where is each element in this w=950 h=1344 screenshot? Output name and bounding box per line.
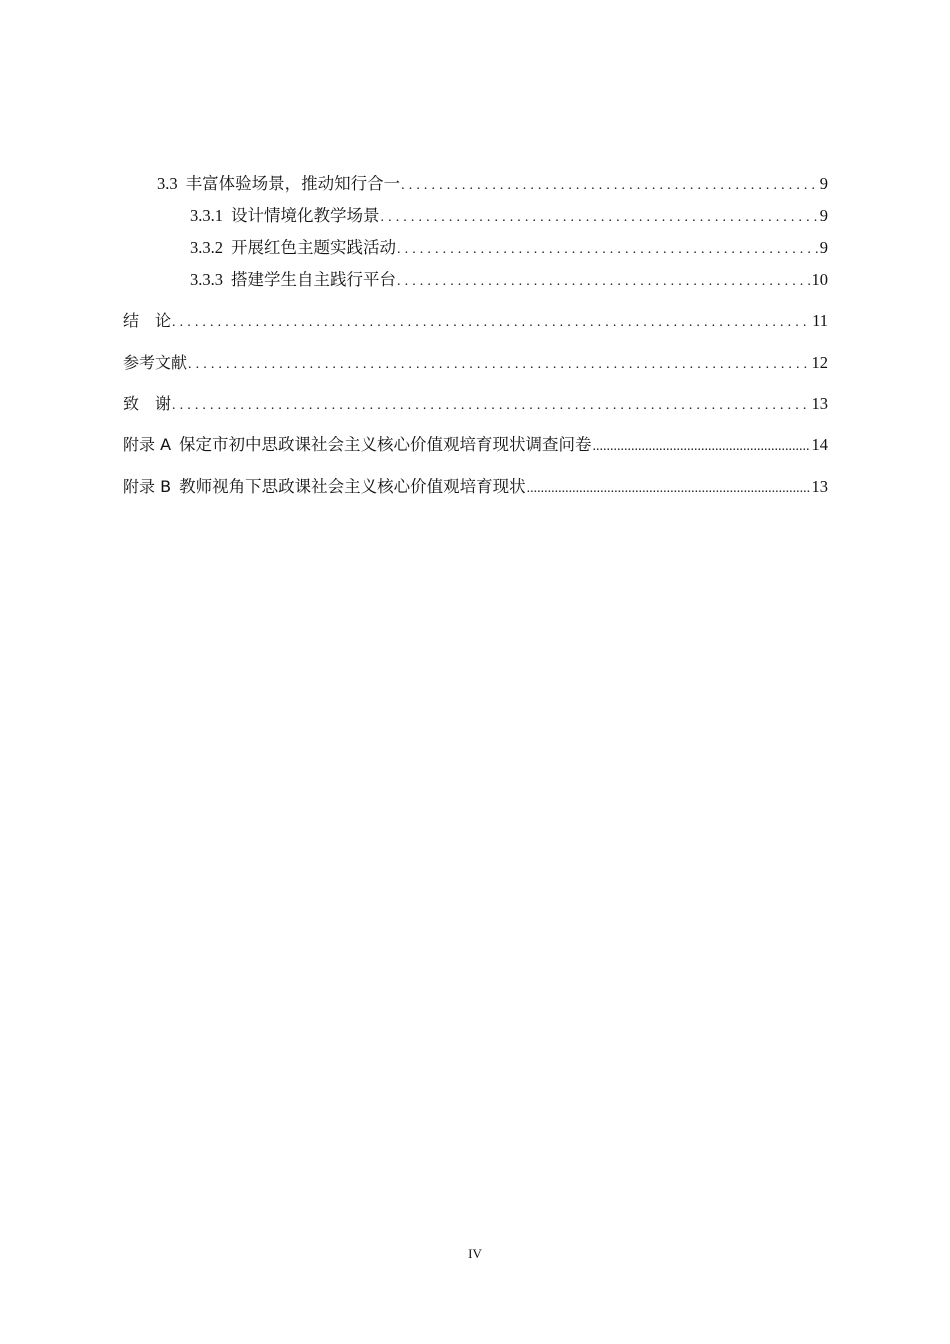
toc-dot-leader bbox=[397, 271, 810, 293]
toc-entry-appendix-b[interactable] bbox=[123, 476, 828, 500]
toc-entry-title: 搭建学生自主践行平台 bbox=[231, 270, 396, 289]
toc-entry-page: 9 bbox=[819, 206, 828, 225]
toc-entry-label bbox=[190, 205, 380, 227]
toc-dot-leader bbox=[593, 436, 810, 458]
toc-entry-references[interactable] bbox=[123, 352, 828, 376]
toc-entry-label bbox=[123, 476, 526, 498]
toc-entry-page: 13 bbox=[811, 477, 828, 496]
toc-entry-number: 附录 A bbox=[123, 435, 172, 454]
toc-entry-conclusion[interactable] bbox=[123, 310, 828, 334]
toc-entry-title: 开展红色主题实践活动 bbox=[231, 238, 396, 257]
toc-entry-title: 参考文献 bbox=[123, 353, 188, 372]
toc-entry-number: 3.3.2 bbox=[190, 238, 223, 257]
toc-entry-title: 丰富体验场景，推动知行合一 bbox=[185, 174, 401, 193]
toc-entry-title: 结 论 bbox=[123, 311, 172, 330]
toc-entry-page: 9 bbox=[819, 174, 828, 193]
toc-entry-appendix-a[interactable] bbox=[123, 434, 828, 458]
toc-dot-leader bbox=[172, 395, 809, 417]
toc-entry-title: 致 谢 bbox=[123, 394, 172, 413]
toc-entry-page: 12 bbox=[811, 353, 828, 372]
toc-entry-title: 保定市初中思政课社会主义核心价值观培育现状调查问卷 bbox=[179, 435, 592, 454]
toc-entry-label bbox=[190, 269, 396, 291]
toc-entry-page: 9 bbox=[819, 238, 828, 257]
toc-dot-leader bbox=[401, 175, 818, 197]
toc-entry-label bbox=[157, 173, 400, 195]
toc-entry[interactable] bbox=[190, 237, 828, 261]
toc-entry-number: 附录 B bbox=[123, 477, 172, 496]
toc-dot-leader bbox=[397, 239, 818, 261]
toc-entry-page: 10 bbox=[811, 270, 828, 289]
toc-entry-number: 3.3.3 bbox=[190, 270, 223, 289]
toc-dot-leader bbox=[381, 207, 818, 229]
toc-dot-leader bbox=[527, 478, 810, 500]
toc-entry-page: 13 bbox=[811, 394, 828, 413]
toc-entry-label bbox=[123, 434, 592, 456]
toc-entry-label bbox=[190, 237, 396, 259]
page-number: IV bbox=[468, 1246, 482, 1261]
toc-entry-page: 11 bbox=[812, 311, 828, 330]
toc-entry[interactable] bbox=[190, 269, 828, 293]
toc-entry[interactable] bbox=[190, 205, 828, 229]
toc-entry-acknowledgements[interactable] bbox=[123, 393, 828, 417]
toc-dot-leader bbox=[188, 354, 809, 376]
toc-dot-leader bbox=[172, 312, 810, 334]
toc-entry[interactable] bbox=[157, 173, 828, 197]
toc-entry-title: 教师视角下思政课社会主义核心价值观培育现状 bbox=[179, 477, 526, 496]
toc-entry-number: 3.3.1 bbox=[190, 206, 223, 225]
toc-entry-page: 14 bbox=[811, 435, 828, 454]
toc-entry-number: 3.3 bbox=[157, 174, 178, 193]
toc-entry-title: 设计情境化教学场景 bbox=[231, 206, 380, 225]
